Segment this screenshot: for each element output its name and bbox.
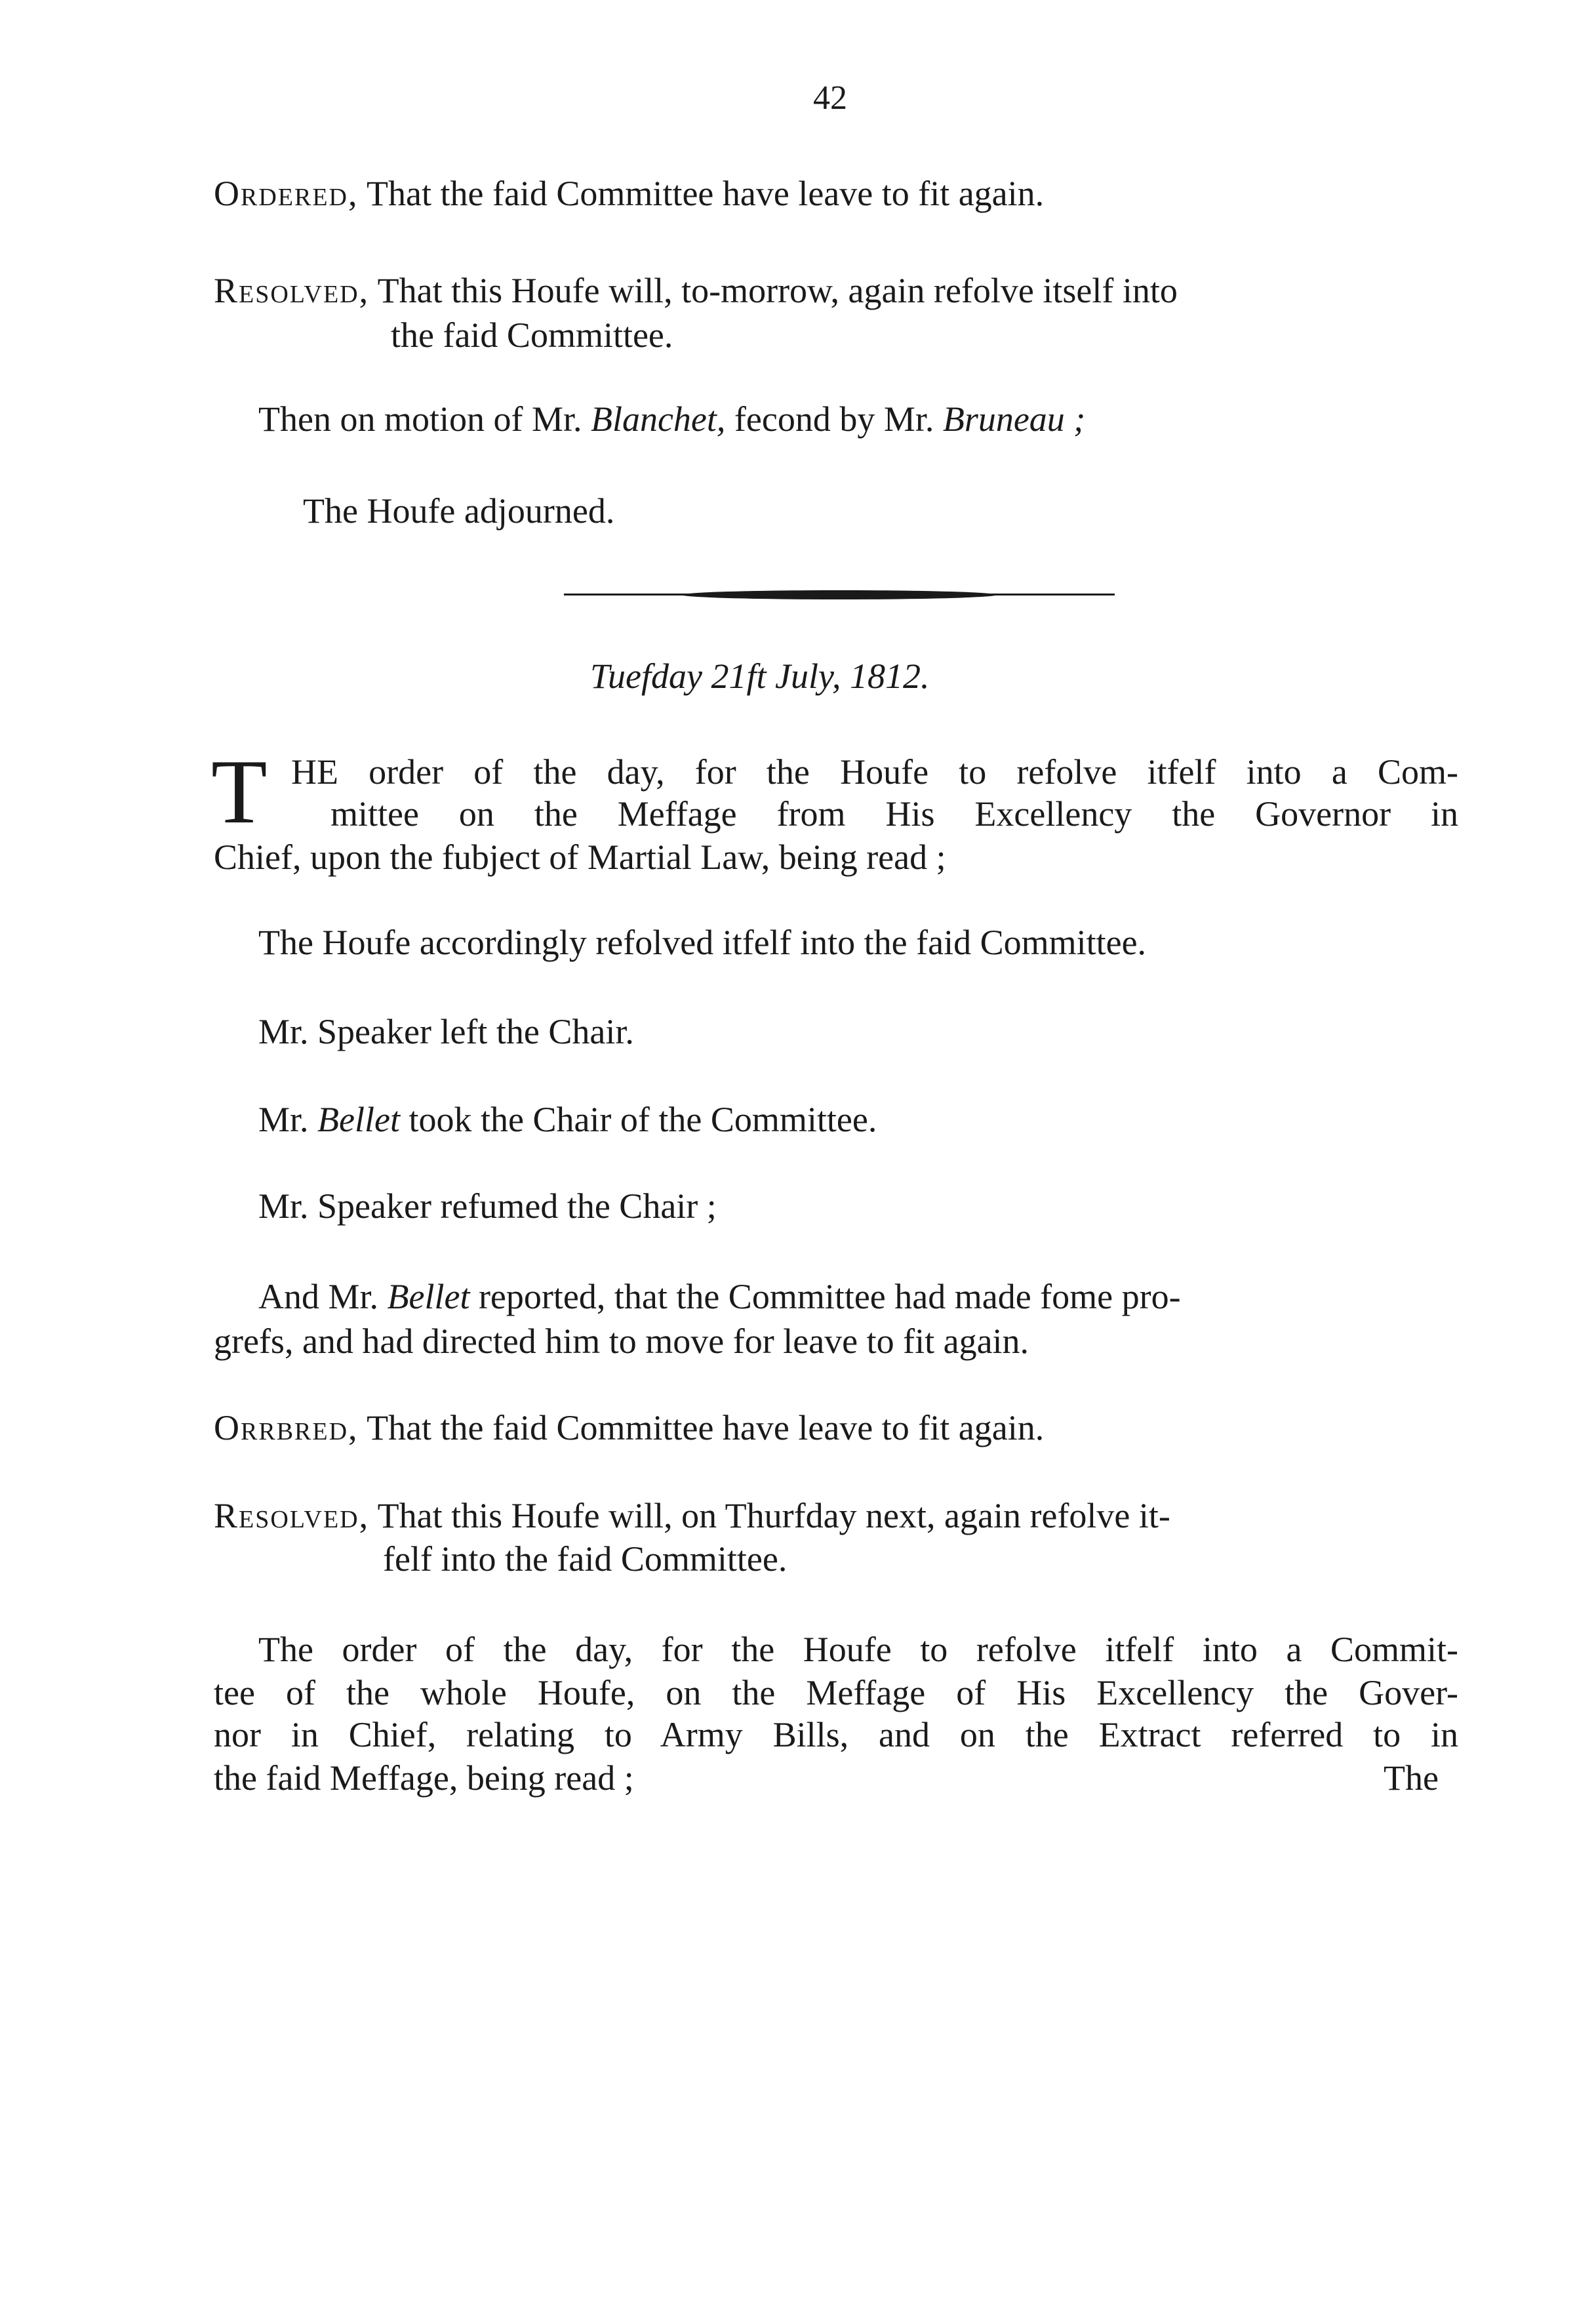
order-of-day-line2: mittee on the Meffage from His Excellency the Governor in bbox=[330, 794, 1458, 834]
bellet-prefix: Mr. bbox=[258, 1100, 309, 1139]
speaker-left-line: Mr. Speaker left the Chair. bbox=[258, 1012, 634, 1051]
army-bills-line2: tee of the whole Houfe, on the Meffage of His Excellency the Gover- bbox=[214, 1673, 1458, 1712]
order-of-day-line3: Chief, upon the fubject of Martial Law, being read ; bbox=[214, 837, 946, 877]
drop-cap: T bbox=[211, 741, 268, 843]
order-of-day-line1: HE order of the day, for the Houfe to refolve itfelf into a Com- bbox=[291, 752, 1458, 792]
resolved-into-committee: The Houfe accordingly refolved itfelf into the faid Committee. bbox=[258, 923, 1147, 962]
motion-paragraph bbox=[258, 401, 1085, 437]
page-number: 42 bbox=[813, 79, 847, 117]
army-bills-line4: the faid Meffage, being read ; bbox=[214, 1758, 634, 1798]
motion-prefix: Then on motion of Mr. bbox=[258, 399, 582, 439]
motion-middle: fecond by Mr. bbox=[734, 399, 934, 439]
session-date: Tuefday 21ft July, 1812. bbox=[590, 656, 930, 696]
resolved-paragraph-1-line1 bbox=[214, 273, 1178, 308]
ordered-2-text: That the faid Committee have leave to fit again. bbox=[367, 1408, 1045, 1447]
speaker-resumed-line: Mr. Speaker refumed the Chair ; bbox=[258, 1186, 717, 1226]
ordered-2-label: Orrbred, bbox=[214, 1408, 359, 1447]
army-bills-line3: nor in Chief, relating to Army Bills, and on the Extract referred to in bbox=[214, 1715, 1458, 1754]
reported-name: Bellet bbox=[387, 1277, 470, 1316]
reported-line2: grefs, and had directed him to move for leave to fit again. bbox=[214, 1321, 1029, 1361]
ordered-paragraph-2 bbox=[214, 1410, 1044, 1445]
resolved-label: Resolved, bbox=[214, 271, 370, 310]
reported-rest: reported, that the Committee had made fome pro- bbox=[478, 1277, 1181, 1316]
bellet-suffix: took the Chair of the Committee. bbox=[409, 1100, 877, 1139]
resolved-2-label: Resolved, bbox=[214, 1496, 370, 1535]
motion-name-blanchet: Blanchet, bbox=[590, 399, 726, 439]
army-bills-line1: The order of the day, for the Houfe to refolve itfelf into a Commit- bbox=[258, 1630, 1458, 1669]
section-divider bbox=[564, 590, 1115, 599]
ordered-label: Ordered, bbox=[214, 174, 359, 213]
adjourned-line: The Houfe adjourned. bbox=[303, 491, 615, 531]
resolved-2-text-line1: That this Houfe will, on Thurfday next, again refolve it- bbox=[377, 1496, 1170, 1535]
motion-name-bruneau: Bruneau ; bbox=[942, 399, 1086, 439]
reported-prefix: And Mr. bbox=[258, 1277, 379, 1316]
reported-line1 bbox=[258, 1279, 1181, 1314]
ordered-text: That the faid Committee have leave to fit again. bbox=[367, 174, 1045, 213]
ordered-paragraph-1 bbox=[214, 176, 1044, 211]
divider-ornament bbox=[682, 590, 997, 599]
resolved-text-line1: That this Houfe will, to-morrow, again refolve itself into bbox=[377, 271, 1178, 310]
catchword: The bbox=[1384, 1758, 1439, 1798]
resolved-paragraph-2-line1 bbox=[214, 1498, 1170, 1533]
resolved-paragraph-2-line2: felf into the faid Committee. bbox=[383, 1539, 788, 1579]
resolved-paragraph-1-line2: the faid Committee. bbox=[391, 315, 673, 355]
bellet-took-chair bbox=[258, 1102, 877, 1137]
bellet-name: Bellet bbox=[317, 1100, 400, 1139]
